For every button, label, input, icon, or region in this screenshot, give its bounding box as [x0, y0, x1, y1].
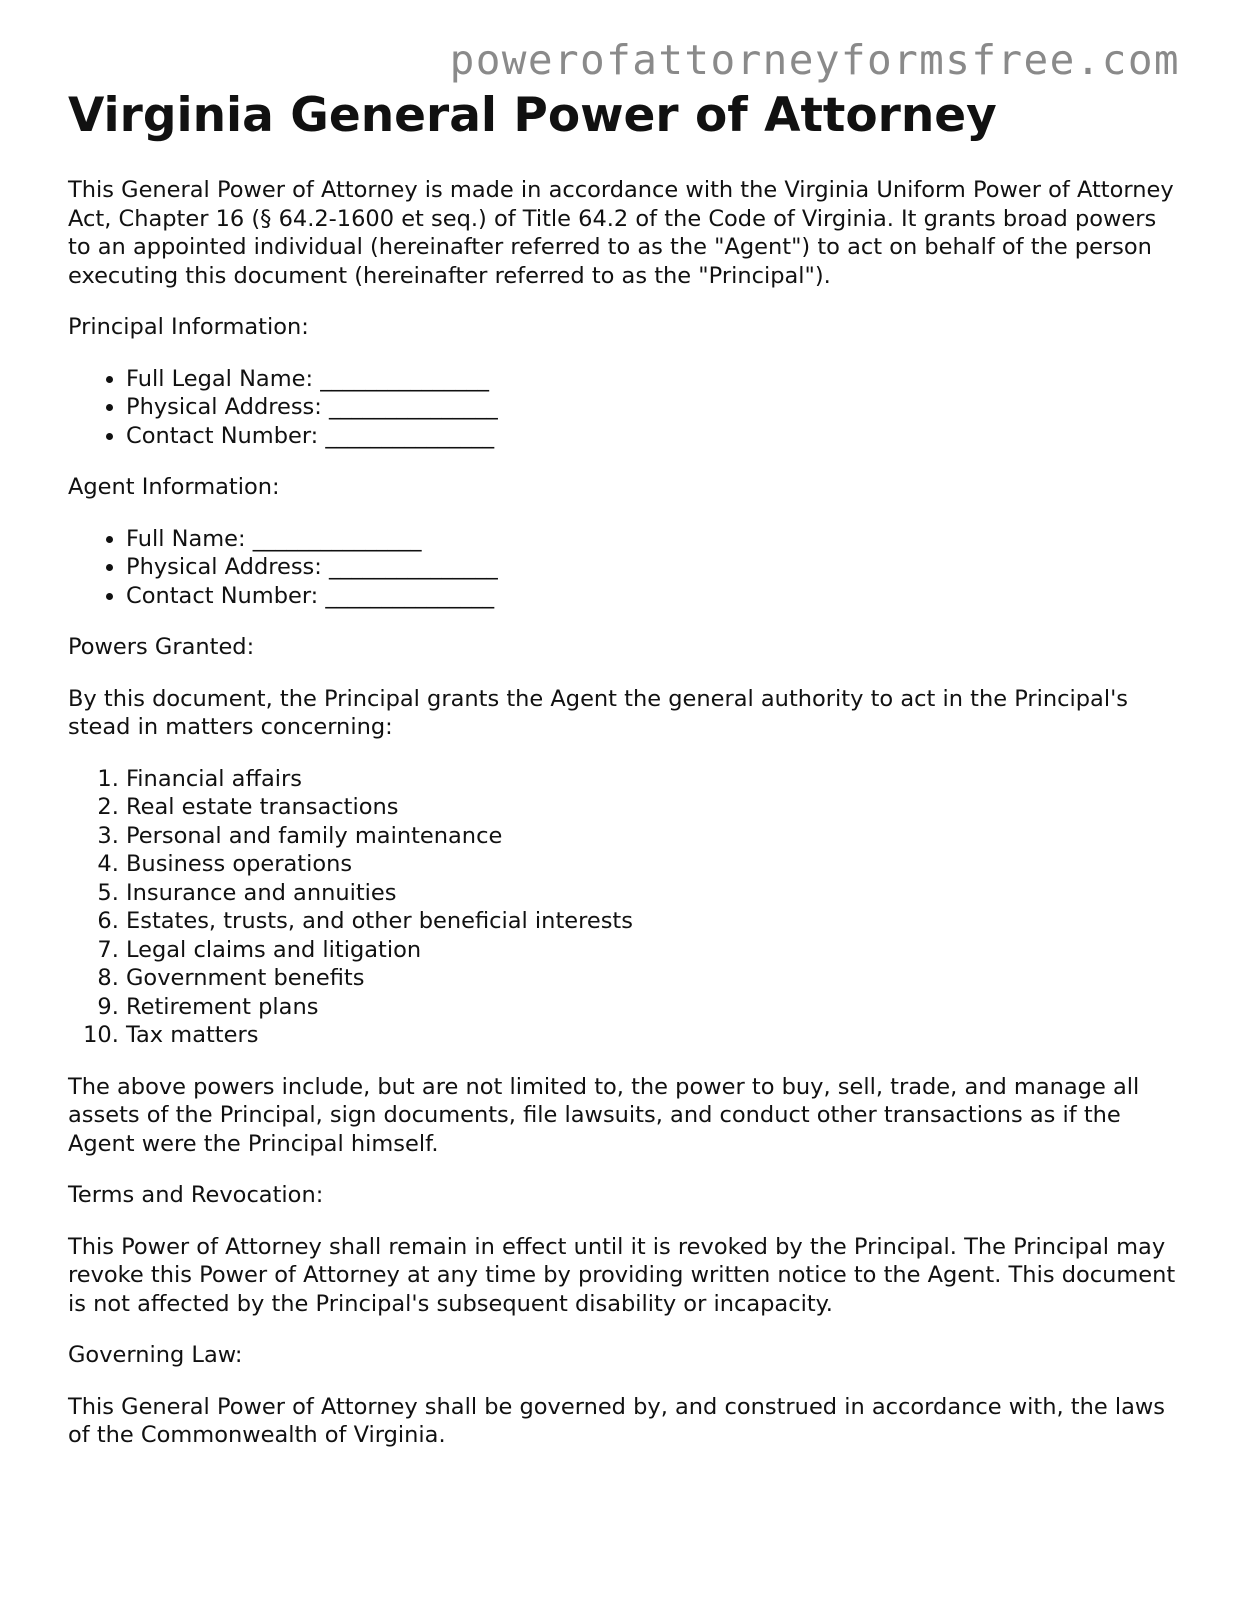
powers-list: [68, 765, 1178, 1050]
power-item: 10. Tax matters: [126, 1021, 1178, 1050]
agent-heading: Agent Information:: [68, 474, 280, 500]
principal-address-field: • Physical Address: _______________: [126, 393, 1178, 422]
power-item: 1. Financial affairs: [126, 765, 1178, 794]
powers-intro: By this document, the Principal grants the Agent the general authority to act in the Principal's stead in matters concerning:: [68, 685, 1128, 740]
governing-law-paragraph: This General Power of Attorney shall be governed by, and construed in accordance with, the laws of the Commonwealth of Virginia.: [68, 1393, 1166, 1448]
power-item: 5. Insurance and annuities: [126, 879, 1178, 908]
intro-paragraph: This General Power of Attorney is made in accordance with the Virginia Uniform Power of Attorney Act, Chapter 16 (§ 64.2-1600 et seq.) of Title 64.2 of the Code of Virginia. It grants broad powers to an appointed individual (hereinafter referred to as the "Agent") to act on behalf of the person executing this document (hereinafter referred to as the "Principal").: [68, 177, 1174, 289]
power-item: 6. Estates, trusts, and other beneficial interests: [126, 907, 1178, 936]
powers-summary: The above powers include, but are not limited to, the power to buy, sell, trade, and manage all assets of the Principal, sign documents, file lawsuits, and conduct other transactions as if the Agent were the Principal himself.: [68, 1073, 1140, 1157]
principal-fields-list: [68, 365, 1178, 451]
power-item: 3. Personal and family maintenance: [126, 822, 1178, 851]
principal-phone-field: • Contact Number: _______________: [126, 422, 1178, 451]
site-watermark: powerofattorneyformsfree.com: [449, 36, 1180, 84]
power-item: 4. Business operations: [126, 850, 1178, 879]
principal-name-field: • Full Legal Name: _______________: [126, 365, 1178, 394]
terms-heading: Terms and Revocation:: [68, 1182, 324, 1208]
power-item: 7. Legal claims and litigation: [126, 936, 1178, 965]
agent-name-field: • Full Name: _______________: [126, 525, 1178, 554]
agent-fields-list: [68, 525, 1178, 611]
power-item: 9. Retirement plans: [126, 993, 1178, 1022]
document-body: [68, 84, 1178, 1450]
terms-paragraph: This Power of Attorney shall remain in effect until it is revoked by the Principal. The Principal may revoke this Power of Attorney at any time by providing written notice to the Agent. This document is not affected by the Principal's subsequent disability or incapacity.: [68, 1233, 1176, 1317]
agent-address-field: • Physical Address: _______________: [126, 553, 1178, 582]
governing-law-heading: Governing Law:: [68, 1342, 243, 1368]
power-item: 2. Real estate transactions: [126, 793, 1178, 822]
powers-heading: Powers Granted:: [68, 634, 255, 660]
document-title: Virginia General Power of Attorney: [68, 88, 997, 143]
agent-phone-field: • Contact Number: _______________: [126, 582, 1178, 611]
principal-heading: Principal Information:: [68, 314, 309, 340]
power-item: 8. Government benefits: [126, 964, 1178, 993]
